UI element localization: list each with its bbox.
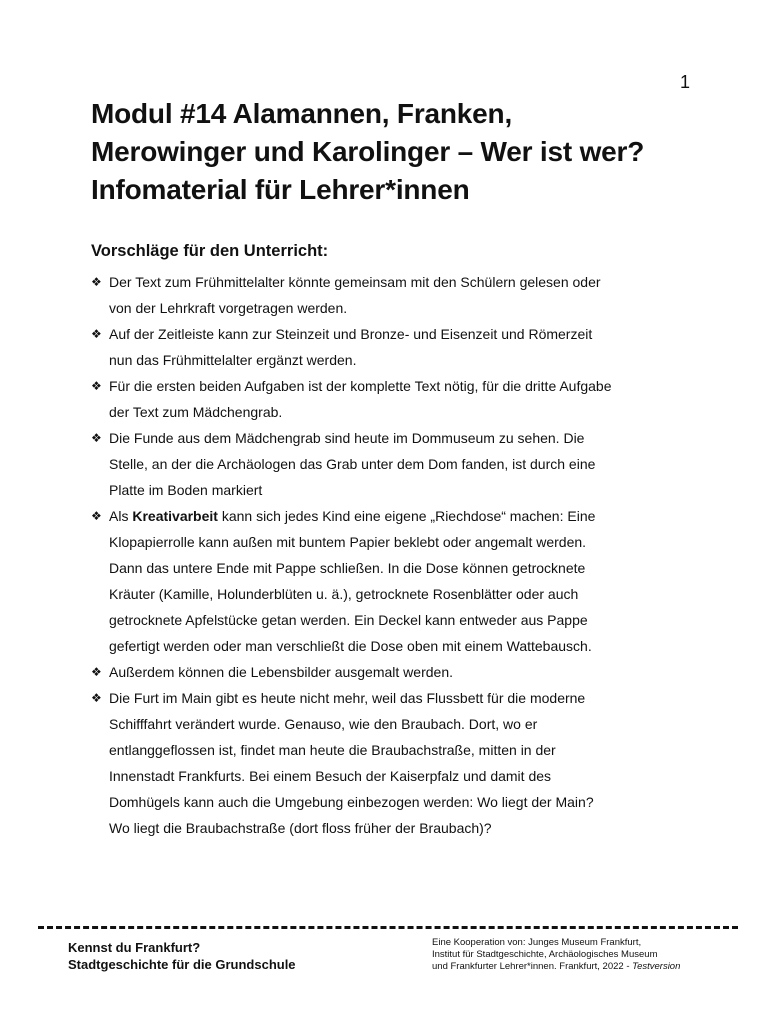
footer-series-line: Stadtgeschichte für die Grundschule (68, 957, 296, 972)
list-item-line: gefertigt werden oder man verschließt die Dose oben mit einem Wattebausch. (109, 638, 592, 654)
list-item (91, 659, 731, 685)
section-heading: Vorschläge für den Unterricht: (91, 242, 329, 260)
list-item (91, 503, 731, 659)
list-item-line: entlanggeflossen ist, findet man heute die Braubachstraße, mitten in der (109, 742, 556, 758)
list-item-lead: Als (109, 508, 133, 524)
list-item-line: von der Lehrkraft vorgetragen werden. (109, 300, 348, 316)
title-line: Infomaterial für Lehrer*innen (91, 174, 470, 205)
list-item-line: Außerdem können die Lebensbilder ausgemalt werden. (109, 664, 453, 680)
list-item (91, 321, 731, 373)
diamond-bullet-icon: ❖ (91, 327, 102, 341)
list-item-rest: kann sich jedes Kind eine eigene „Riechdose“ machen: Eine (217, 508, 596, 524)
list-item (91, 425, 731, 503)
list-item-line: nun das Frühmittelalter ergänzt werden. (109, 352, 357, 368)
list-item-line: getrocknete Apfelstücke getan werden. Ein Deckel kann entweder aus Pappe (109, 612, 588, 628)
footer-credit-line: Eine Kooperation von: Junges Museum Frankfurt, (432, 937, 642, 948)
list-item (91, 685, 731, 841)
diamond-bullet-icon: ❖ (91, 431, 102, 445)
list-item-line: Auf der Zeitleiste kann zur Steinzeit und Bronze- und Eisenzeit und Römerzeit (109, 326, 593, 342)
title-line: Modul #14 Alamannen, Franken, (91, 98, 513, 129)
diamond-bullet-icon: ❖ (91, 509, 102, 523)
list-item-line: Kräuter (Kamille, Holunderblüten u. ä.), getrocknete Rosenblätter oder auch (109, 586, 579, 602)
footer-series-title (68, 939, 296, 973)
list-item-line: Domhügels kann auch die Umgebung einbezogen werden: Wo liegt der Main? (109, 794, 594, 810)
version-label: Testversion (632, 961, 681, 972)
list-item-line: Für die ersten beiden Aufgaben ist der komplette Text nötig, für die dritte Aufgabe (109, 378, 612, 394)
diamond-bullet-icon: ❖ (91, 691, 102, 705)
list-item-line: Schifffahrt verändert wurde. Genauso, wie den Braubach. Dort, wo er (109, 716, 538, 732)
footer-series-line: Kennst du Frankfurt? (68, 940, 201, 955)
list-item-line: Die Furt im Main gibt es heute nicht mehr, weil das Flussbett für die moderne (109, 690, 586, 706)
list-item-line: Klopapierrolle kann außen mit buntem Papier beklebt oder angemalt werden. (109, 534, 587, 550)
list-item (91, 373, 731, 425)
diamond-bullet-icon: ❖ (91, 275, 102, 289)
list-item-line: Platte im Boden markiert (109, 482, 263, 498)
list-item-line: Der Text zum Frühmittelalter könnte gemeinsam mit den Schülern gelesen oder (109, 274, 601, 290)
list-item-line: Innenstadt Frankfurts. Bei einem Besuch der Kaiserpfalz und damit des (109, 768, 552, 784)
page-number: 1 (680, 72, 691, 92)
footer-credit-line: Institut für Stadtgeschichte, Archäologisches Museum (432, 949, 658, 960)
suggestion-list (91, 269, 731, 841)
footer-credits (432, 937, 752, 973)
diamond-bullet-icon: ❖ (91, 665, 102, 679)
footer-divider (38, 926, 738, 929)
emphasis-term: Kreativarbeit (132, 508, 218, 524)
document-title (91, 95, 741, 209)
title-line: Merowinger und Karolinger – Wer ist wer? (91, 136, 645, 167)
list-item-line: Wo liegt die Braubachstraße (dort floss früher der Braubach)? (109, 820, 492, 836)
footer-credit-line: und Frankfurter Lehrer*innen. Frankfurt, 2022 - (432, 961, 633, 972)
list-item-line: Stelle, an der die Archäologen das Grab unter dem Dom fanden, ist durch eine (109, 456, 596, 472)
list-item (91, 269, 731, 321)
list-item-line: Die Funde aus dem Mädchengrab sind heute im Dommuseum zu sehen. Die (109, 430, 585, 446)
list-item-line: Dann das untere Ende mit Pappe schließen. In die Dose können getrocknete (109, 560, 586, 576)
list-item-line: der Text zum Mädchengrab. (109, 404, 283, 420)
diamond-bullet-icon: ❖ (91, 379, 102, 393)
